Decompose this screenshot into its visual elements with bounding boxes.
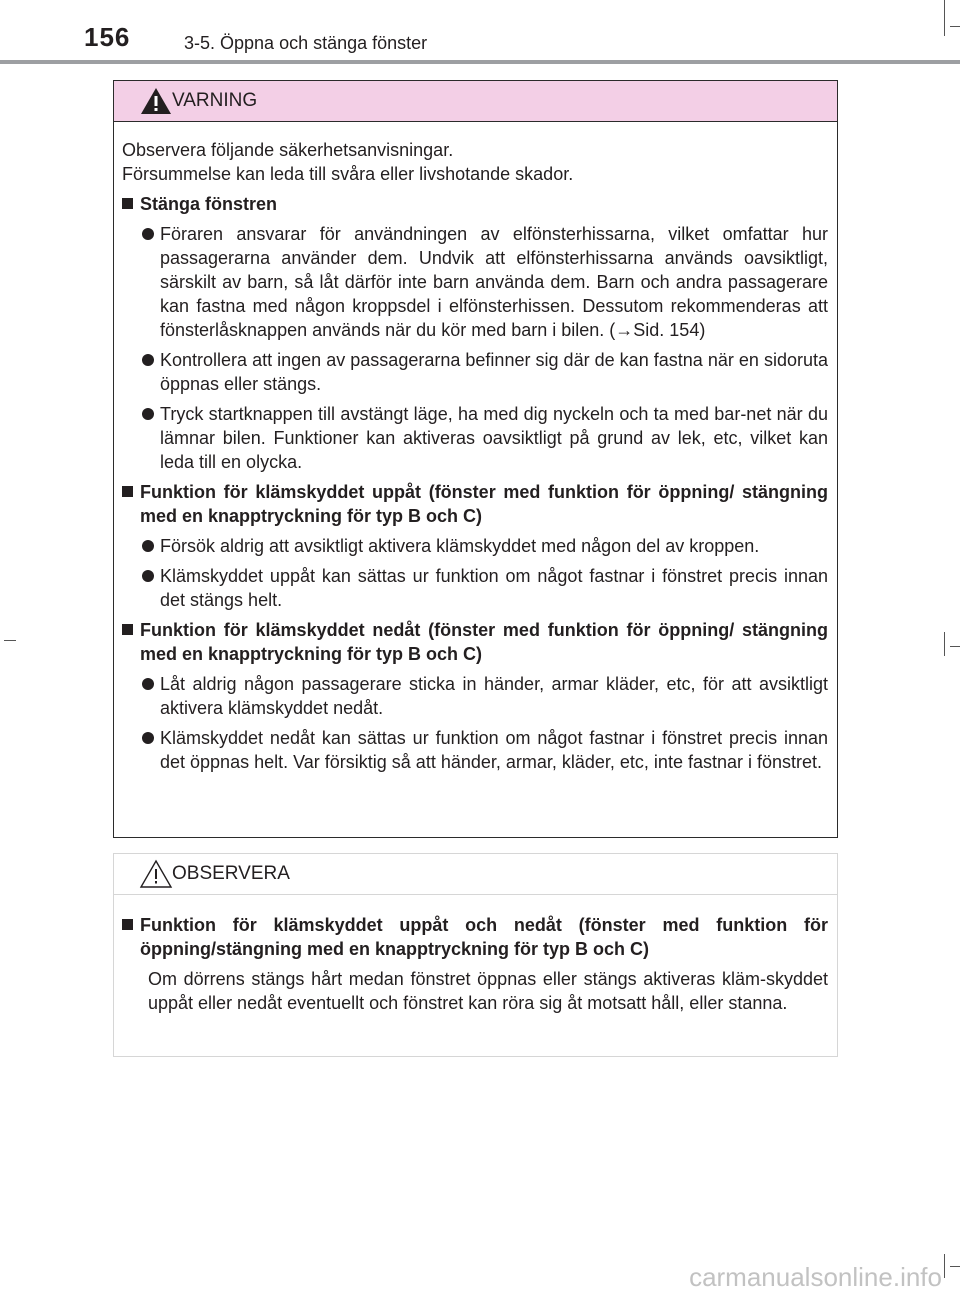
- round-bullet-icon: [142, 678, 154, 690]
- square-bullet-icon: [122, 624, 133, 635]
- notice-title: OBSERVERA: [172, 863, 290, 884]
- list-item: Låt aldrig någon passagerare sticka in händer, armar kläder, etc, för att avsiktligt aktivera klämskyddet nedåt.: [122, 672, 828, 720]
- round-bullet-icon: [142, 570, 154, 582]
- list-item: Tryck startknappen till avstängt läge, ha med dig nyckeln och ta med bar-net när du lämnar bilen. Funktioner kan aktiveras oavsiktligt på grund av lek, etc, vilket kan leda till en olycka.: [122, 402, 828, 474]
- section-heading: Stänga fönstren: [122, 192, 828, 216]
- warning-intro: [122, 138, 828, 186]
- list-item: Klämskyddet nedåt kan sättas ur funktion om något fastnar i fönstret precis innan det öppnas helt. Var försiktig så att händer, armar, kläder, etc, inte fastnar i fönstret.: [122, 726, 828, 774]
- notice-header: [114, 854, 837, 895]
- section-heading: Funktion för klämskyddet nedåt (fönster med funktion för öppning/ stängning med en knapptryckning för typ B och C): [122, 618, 828, 666]
- square-bullet-icon: [122, 198, 133, 209]
- crop-mark: [4, 640, 16, 641]
- round-bullet-icon: [142, 540, 154, 552]
- section-heading: Funktion för klämskyddet uppåt och nedåt (fönster med funktion för öppning/stängning med en knapptryckning för typ B och C): [122, 913, 828, 961]
- square-bullet-icon: [122, 919, 133, 930]
- warning-title: VARNING: [172, 90, 258, 111]
- notice-box: [113, 853, 838, 1057]
- caution-triangle-icon: [139, 859, 173, 889]
- list-item: Försök aldrig att avsiktligt aktivera klämskyddet med någon del av kroppen.: [122, 534, 828, 558]
- warning-header: [114, 81, 837, 122]
- crop-mark: [944, 0, 945, 36]
- intro-line: Observera följande säkerhetsanvisningar.: [122, 140, 454, 160]
- crop-mark: [950, 646, 960, 647]
- round-bullet-icon: [142, 354, 154, 366]
- crop-mark: [950, 26, 960, 27]
- crop-mark: [944, 632, 945, 656]
- warning-triangle-icon: [139, 86, 173, 116]
- square-bullet-icon: [122, 486, 133, 497]
- round-bullet-icon: [142, 732, 154, 744]
- crop-mark: [950, 1266, 960, 1267]
- header-rule: [0, 60, 960, 64]
- notice-body: [114, 895, 837, 1015]
- crop-mark: [944, 1254, 945, 1278]
- intro-line: Försummelse kan leda till svåra eller livshotande skador.: [122, 164, 574, 184]
- list-item: Klämskyddet uppåt kan sättas ur funktion om något fastnar i fönstret precis innan det stängs helt.: [122, 564, 828, 612]
- warning-box: [113, 80, 838, 838]
- section-heading: Funktion för klämskyddet uppåt (fönster med funktion för öppning/ stängning med en knapptryckning för typ B och C): [122, 480, 828, 528]
- round-bullet-icon: [142, 408, 154, 420]
- page-number: 156: [84, 22, 131, 52]
- warning-body: [114, 122, 837, 774]
- site-watermark: carmanualsonline.info: [689, 1262, 942, 1292]
- notice-text: Om dörrens stängs hårt medan fönstret öppnas eller stängs aktiveras kläm-skyddet uppåt eller nedåt eventuellt och fönstret kan röra sig åt motsatt håll, eller stanna.: [148, 969, 828, 1013]
- list-item: Föraren ansvarar för användningen av elfönsterhissarna, vilket omfattar hur passagerarna använder dem. Undvik att elfönsterhissarna används oavsiktligt, särskilt av barn, så låt därför inte barn använda dem. Barn och andra passagerare kan fastna med någon kroppsdel i elfönsterhissen. Dessutom rekommenderas att fönsterlåsknappen används när du kör med barn i bilen. (→Sid. 154): [122, 222, 828, 342]
- list-item: Kontrollera att ingen av passagerarna befinner sig där de kan fastna när en sidoruta öppnas eller stängs.: [122, 348, 828, 396]
- round-bullet-icon: [142, 228, 154, 240]
- section-title: 3-5. Öppna och stänga fönster: [184, 33, 428, 53]
